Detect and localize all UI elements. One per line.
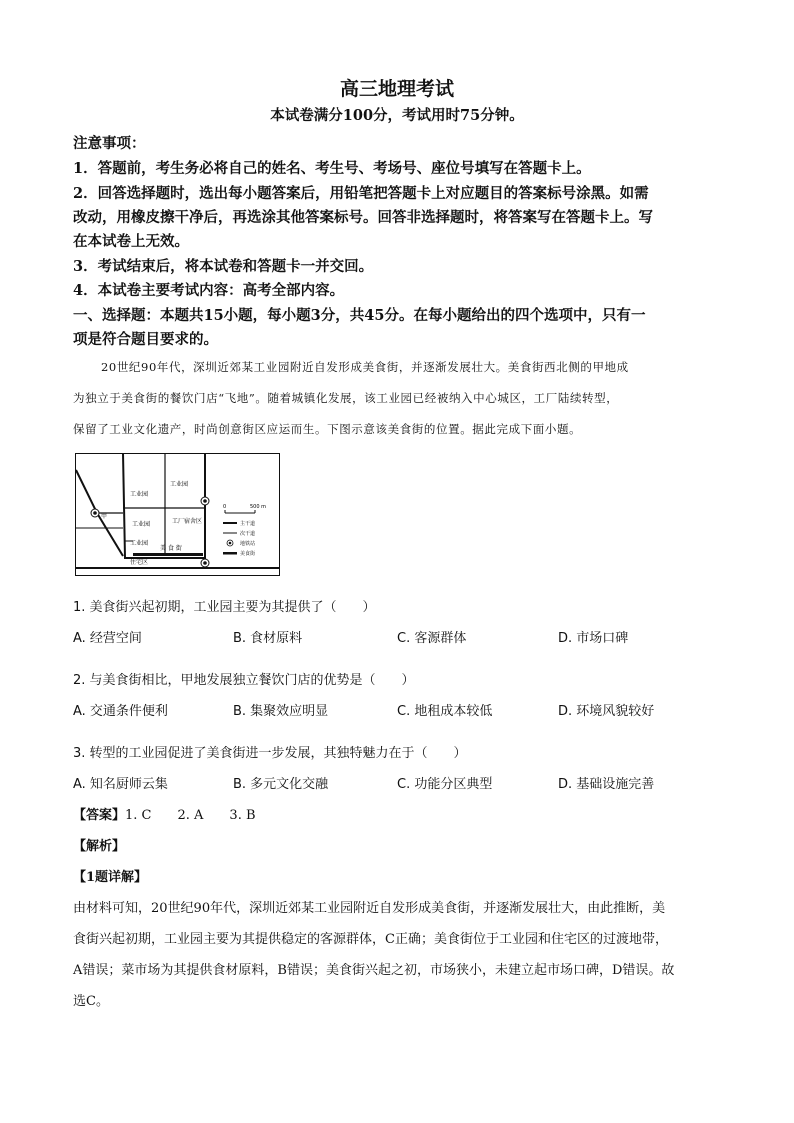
analysis-line-3: A错误；菜市场为其提供食材原料，B错误；美食街兴起之初，市场狭小，未建立起市场口碑，D错误。故: [73, 963, 675, 978]
analysis-line-4: 选C。: [73, 994, 109, 1009]
question-3-option-d: D. 基础设施完善: [558, 777, 655, 792]
map-label-industrial-4: 工业园: [130, 540, 149, 547]
map-label-dorm: 工厂宿舍区: [172, 518, 203, 525]
material-line-2: 为独立于美食街的餐饮门店“飞地”。随着城镇化发展，该工业园已经被纳入中心城区，工厂陆续转型，: [73, 391, 619, 405]
food-street-location-map: [75, 453, 280, 576]
map-label-industrial-2: 工业园: [170, 481, 189, 488]
question-1-option-c: C. 客源群体: [397, 631, 467, 646]
section-1-heading-line-1: 一、选择题：本题共15小题，每小题3分，共45分。在每小题给出的四个选项中，只有一: [73, 307, 646, 324]
notice-item-4: 4．本试卷主要考试内容：高考全部内容。: [73, 282, 345, 299]
material-line-1: 20世纪90年代，深圳近郊某工业园附近自发形成美食街，并逐渐发展壮大。美食街西北侧的甲地成: [101, 360, 629, 374]
question-3-option-b: B. 多元文化交融: [233, 777, 329, 792]
map-label-residential: 住宅区: [130, 559, 149, 566]
question-2-option-d: D. 环境风貌较好: [558, 704, 655, 719]
question-3-option-a: A. 知名厨师云集: [73, 777, 168, 792]
question-3-stem: 3. 转型的工业园促进了美食街进一步发展，其独特魅力在于（ ）: [73, 746, 467, 761]
exam-title: 高三地理考试: [339, 78, 454, 100]
analysis-label: 【解析】: [73, 839, 126, 854]
question-1-option-b: B. 食材原料: [233, 631, 303, 646]
question-2-option-b: B. 集聚效应明显: [233, 704, 329, 719]
scale-value-label: 500 m: [250, 504, 267, 510]
map-label-industrial-1: 工业园: [130, 491, 149, 498]
scale-zero-label: 0: [223, 504, 227, 510]
food-street-band: [133, 553, 203, 556]
legend-metro: 地铁站: [240, 541, 256, 547]
map-label-industrial-3: 工业园: [132, 521, 151, 528]
legend-main-road: 主干道: [240, 521, 256, 527]
answer-label: 【答案】: [73, 808, 126, 823]
notice-item-2-line-3: 在本试卷上无效。: [73, 233, 189, 250]
legend-secondary-road: 次干道: [240, 531, 256, 537]
analysis-line-2: 食街兴起初期，工业园主要为其提供稳定的客源群体，C正确；美食街位于工业园和住宅区的过渡地带，: [73, 932, 668, 947]
question-1-stem: 1. 美食街兴起初期，工业园主要为其提供了（ ）: [73, 600, 376, 615]
material-line-3: 保留了工业文化遗产，时尚创意街区应运而生。下图示意该美食街的位置。据此完成下面小题。: [73, 422, 582, 436]
question-2-stem: 2. 与美食街相比，甲地发展独立餐饮门店的优势是（ ）: [73, 673, 415, 688]
notice-item-2-line-1: 2．回答选择题时，选出每小题答案后，用铅笔把答题卡上对应题目的答案标号涂黑。如需: [73, 185, 649, 202]
notice-heading: 注意事项：: [73, 135, 146, 152]
map-label-food-street: 美 食 街: [160, 545, 182, 552]
notice-item-3: 3．考试结束后，将本试卷和答题卡一并交回。: [73, 258, 374, 275]
question-3-option-c: C. 功能分区典型: [397, 777, 493, 792]
question-1-option-a: A. 经营空间: [73, 631, 142, 646]
answer-block: [73, 804, 256, 823]
question-2-option-c: C. 地租成本较低: [397, 704, 493, 719]
exam-subtitle: 本试卷满分100分，考试用时75分钟。: [270, 107, 524, 124]
analysis-line-1: 由材料可知，20世纪90年代，深圳近郊某工业园附近自发形成美食街，并逐渐发展壮大，由此推断，美: [73, 901, 666, 916]
notice-item-2-line-2: 改动，用橡皮擦干净后，再选涂其他答案标号。回答非选择题时，将答案写在答题卡上。写: [73, 209, 653, 226]
question-1-option-d: D. 市场口碑: [558, 631, 629, 646]
map-label-jia: 甲: [101, 513, 108, 520]
detail-label: 【1题详解】: [73, 870, 148, 885]
section-1-heading-line-2: 项是符合题目要求的。: [73, 331, 218, 348]
answer-values: 1. C 2. A 3. B: [125, 808, 256, 823]
question-2-option-a: A. 交通条件便利: [73, 704, 168, 719]
legend-food-street: 美食街: [240, 551, 256, 557]
notice-item-1: 1．答题前，考生务必将自己的姓名、考生号、考场号、座位号填写在答题卡上。: [73, 160, 591, 177]
